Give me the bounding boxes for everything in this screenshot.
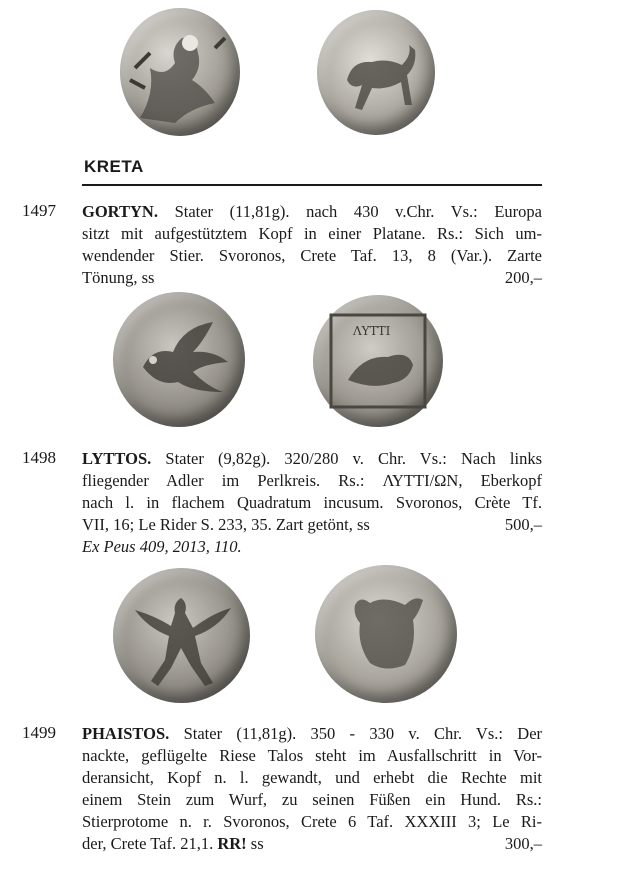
gortyn-obverse-coin-image bbox=[120, 8, 240, 136]
entry-line: deransicht, Kopf n. l. gewandt, und erhebt die Rechte mit bbox=[82, 768, 542, 787]
mint-name: GORTYN. bbox=[82, 202, 158, 221]
provenance: Ex Peus 409, 2013, 110. bbox=[82, 537, 242, 556]
entry-line: Stater (11,81g). nach 430 v.Chr. Vs.: Europa bbox=[174, 202, 542, 221]
phaistos-obverse-coin-image bbox=[113, 568, 250, 703]
coin-legend: ΛΥΤΤΙ bbox=[353, 324, 391, 338]
grade: ss bbox=[250, 834, 264, 853]
entry-line: nackte, geflügelte Riese Talos steht im Ausfallschritt in Vor- bbox=[82, 746, 542, 765]
entry-line: fliegender Adler im Perlkreis. Rs.: ΛΥΤΤΙ/ΩΝ, Eberkopf bbox=[82, 471, 542, 490]
gortyn-reverse-coin-image bbox=[317, 10, 435, 135]
entry-line: einem Stein zum Wurf, zu seinen Füßen ein Hund. Rs.: bbox=[82, 790, 542, 809]
rarity-mark: RR! bbox=[217, 834, 247, 853]
price: 200,– bbox=[504, 268, 542, 287]
mint-name: PHAISTOS. bbox=[82, 724, 170, 743]
entry-line: nach l. in flachem Quadratum incusum. Svoronos, Crète Tf. bbox=[82, 493, 542, 512]
lyttos-reverse-coin-image bbox=[313, 295, 443, 427]
entry-line: Stierprotome n. r. Svoronos, Crete 6 Taf. XXXIII 3; Le Ri- bbox=[82, 812, 542, 831]
section-divider bbox=[82, 184, 542, 186]
entry-line: VII, 16; Le Rider S. 233, 35. Zart getönt, ss bbox=[82, 515, 370, 534]
lot-number: 1498 bbox=[22, 448, 56, 467]
lot-entry bbox=[82, 448, 542, 558]
lot-entry bbox=[82, 201, 542, 289]
lot-entry bbox=[82, 723, 542, 855]
lyttos-obverse-coin-image bbox=[113, 292, 245, 427]
lot-number: 1499 bbox=[22, 723, 56, 742]
entry-line: Stater (11,81g). 350 - 330 v. Chr. Vs.: Der bbox=[183, 724, 543, 743]
mint-name: LYTTOS. bbox=[82, 449, 152, 468]
price: 500,– bbox=[504, 515, 542, 534]
section-title: KRETA bbox=[84, 157, 144, 176]
entry-line: der, Crete Taf. 21,1. bbox=[82, 834, 214, 853]
phaistos-reverse-coin-image bbox=[315, 565, 457, 703]
entry-line: wendender Stier. Svoronos, Crete Taf. 13, 8 (Var.). Zarte bbox=[82, 246, 542, 265]
lot-number: 1497 bbox=[22, 201, 56, 220]
entry-line: sitzt mit aufgestütztem Kopf in einer Platane. Rs.: Sich um- bbox=[82, 224, 542, 243]
entry-line: Stater (9,82g). 320/280 v. Chr. Vs.: Nach links bbox=[165, 449, 542, 468]
entry-line: Tönung, ss bbox=[82, 268, 155, 287]
price: 300,– bbox=[504, 834, 542, 853]
